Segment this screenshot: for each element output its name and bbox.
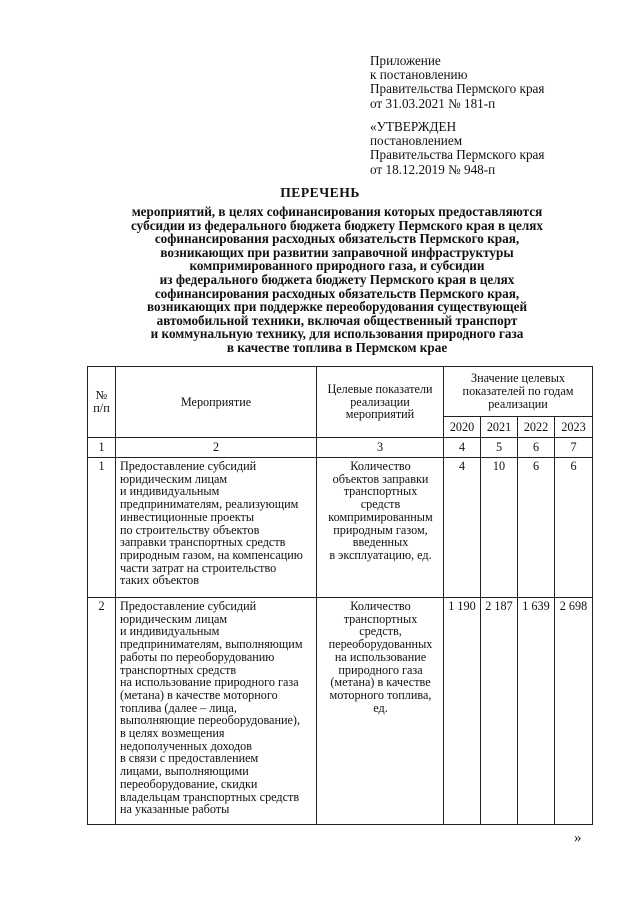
event-line: инвестиционные проекты — [120, 509, 255, 524]
table-row — [88, 598, 593, 825]
event-line: переоборудование, скидки — [120, 776, 258, 791]
header-values-line: показателей по годам — [462, 384, 574, 399]
events-table — [87, 366, 593, 825]
event-line: выполняющие переоборудование), — [120, 713, 301, 728]
event-line: юридическим лицам — [120, 611, 228, 626]
event-line: части затрат на строительство — [120, 560, 277, 575]
indicator-line: объектов заправки — [332, 471, 429, 486]
event-line: на указанные работы — [120, 802, 230, 817]
column-number: 4 — [444, 438, 481, 458]
appendix-line: Правительства Пермского края — [370, 81, 545, 97]
subtitle-line: возникающих при развитии заправочной инфраструктуры — [160, 244, 514, 260]
indicator-line: средств — [360, 497, 401, 512]
document-title: ПЕРЕЧЕНЬ — [280, 185, 360, 200]
event-line: предпринимателям, выполняющим — [120, 637, 303, 652]
event-line: юридическим лицам — [120, 471, 228, 486]
header-indicators-line: мероприятий — [345, 407, 415, 422]
header-num-line: № — [95, 388, 108, 403]
value-2020: 4 — [444, 458, 481, 598]
value-2022: 6 — [518, 458, 555, 598]
indicator-line: Количество — [350, 599, 411, 613]
header-year: 2023 — [555, 417, 593, 438]
header-values-line: реализации — [488, 396, 548, 411]
appendix-block — [370, 54, 544, 111]
header-indicators-line: реализации — [350, 394, 410, 409]
header-indicators-line: Целевые показатели — [327, 381, 433, 396]
row-event — [116, 598, 317, 825]
indicator-line: транспортных — [343, 484, 418, 499]
column-number: 1 — [88, 438, 116, 458]
subtitle-line: мероприятий, в целях софинансирования которых предоставляются — [131, 204, 543, 219]
subtitle-line: софинансирования расходных обязательств Пермского края, — [154, 231, 520, 247]
approval-line: постановлением — [370, 133, 463, 149]
indicator-line: природного газа — [338, 662, 423, 677]
row-indicator — [317, 458, 444, 598]
event-line: в связи с предоставлением — [120, 751, 259, 766]
value-2020: 1 190 — [444, 598, 481, 825]
indicator-line: в эксплуатацию, ед. — [329, 547, 432, 562]
header-values-line: Значение целевых — [470, 371, 566, 386]
appendix-line: от 31.03.2021 № 181-п — [370, 95, 496, 111]
indicator-line: введенных — [352, 535, 409, 550]
row-number: 1 — [88, 458, 116, 598]
column-number: 2 — [116, 438, 317, 458]
subtitle-line: автомобильной техники, включая общественный транспорт — [156, 312, 518, 328]
indicator-line: (метана) в качестве — [330, 675, 431, 690]
event-line: топлива (далее – лица, — [120, 700, 237, 715]
event-line: Предоставление субсидий — [120, 459, 257, 473]
subtitle-line: компримированного природного газа, и субсидии — [189, 258, 485, 274]
column-numbers-row — [88, 438, 593, 458]
event-line: природным газом, на компенсацию — [120, 547, 303, 562]
event-line: предпринимателям, реализующим — [120, 497, 299, 512]
document-subtitle — [90, 205, 584, 355]
header-year: 2021 — [481, 417, 518, 438]
indicator-line: переоборудованных — [328, 637, 433, 652]
approval-line: Правительства Пермского края — [370, 147, 545, 163]
value-2021: 10 — [481, 458, 518, 598]
header-num-line: п/п — [93, 401, 110, 415]
row-indicator — [317, 598, 444, 825]
indicator-line: компримированным — [328, 509, 433, 524]
event-line: (метана) в качестве моторного — [120, 687, 278, 702]
indicator-line: транспортных — [343, 611, 418, 626]
indicator-line: природным газом, — [333, 522, 428, 537]
value-2021: 2 187 — [481, 598, 518, 825]
subtitle-line: софинансирования расходных обязательств Пермского края, — [154, 285, 520, 301]
approval-line: от 18.12.2019 № 948-п — [370, 161, 496, 177]
indicator-line: ед. — [373, 700, 388, 715]
subtitle-line: в качестве топлива в Пермском крае — [226, 339, 448, 355]
indicator-line: моторного топлива, — [329, 687, 432, 702]
event-line: Предоставление субсидий — [120, 599, 257, 613]
value-2023: 2 698 — [555, 598, 593, 825]
event-line: на использование природного газа — [120, 675, 299, 690]
event-line: и индивидуальным — [120, 624, 220, 639]
value-2023: 6 — [555, 458, 593, 598]
subtitle-line: возникающих при поддержке переоборудования существующей — [146, 299, 528, 315]
row-event — [116, 458, 317, 598]
appendix-line: Приложение — [370, 53, 441, 68]
header-values-group — [444, 367, 593, 417]
column-number: 5 — [481, 438, 518, 458]
column-number: 3 — [317, 438, 444, 458]
event-line: работы по переоборудованию — [120, 649, 275, 664]
event-line: в целях возмещения — [120, 726, 225, 741]
header-year: 2020 — [444, 417, 481, 438]
appendix-line: к постановлению — [370, 67, 468, 83]
row-number: 2 — [88, 598, 116, 825]
table-row — [88, 458, 593, 598]
closing-quote-mark: » — [574, 830, 582, 846]
event-line: по строительству объектов — [120, 522, 260, 537]
column-number: 6 — [518, 438, 555, 458]
approval-block — [370, 120, 544, 177]
indicator-line: средств, — [359, 624, 402, 639]
header-num — [88, 367, 116, 438]
event-line: заправки транспортных средств — [120, 535, 286, 550]
approval-line: «УТВЕРЖДЕН — [370, 119, 457, 134]
event-line: и индивидуальным — [120, 484, 220, 499]
indicator-line: на использование — [334, 649, 427, 664]
column-number: 7 — [555, 438, 593, 458]
header-indicators — [317, 367, 444, 438]
event-line: недополученных доходов — [120, 738, 253, 753]
header-event: Мероприятие — [116, 367, 317, 438]
header-row — [88, 367, 593, 417]
subtitle-line: и коммунальную технику, для использования природного газа — [150, 326, 524, 342]
subtitle-line: из федерального бюджета бюджету Пермского края в целях — [159, 271, 515, 287]
subtitle-line: субсидии из федерального бюджета бюджету Пермского края в целях — [131, 217, 543, 233]
event-line: лицами, выполняющими — [120, 764, 249, 779]
header-year: 2022 — [518, 417, 555, 438]
event-line: транспортных средств — [120, 662, 237, 677]
value-2022: 1 639 — [518, 598, 555, 825]
event-line: таких объектов — [120, 573, 199, 588]
event-line: владельцам транспортных средств — [120, 789, 300, 804]
indicator-line: Количество — [350, 459, 411, 473]
